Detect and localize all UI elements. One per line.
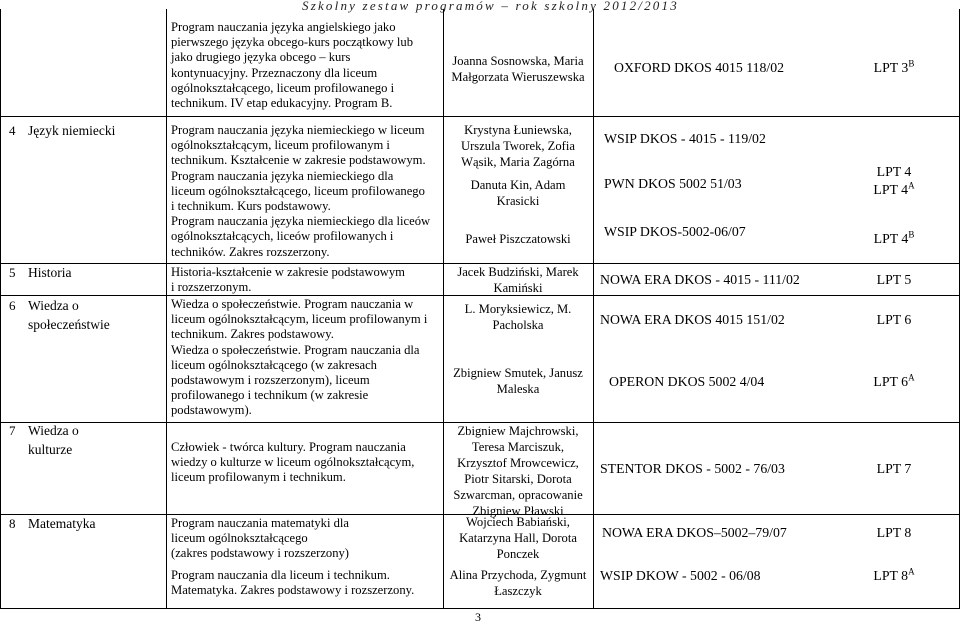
program-text: (zakres podstawowy i rozszerzony)	[171, 546, 349, 561]
publisher-code: WSIP DKOS - 4015 - 119/02	[604, 131, 766, 146]
publisher-code: STENTOR DKOS - 5002 - 76/03	[600, 461, 785, 476]
author-text: Piotr Sitarski, Dorota	[464, 472, 572, 486]
program-text: technikum. Zakres podstawowy.	[171, 327, 334, 342]
author-text: Krzysztof Mrowcewicz,	[457, 456, 579, 470]
author-text: Zbigniew Majchrowski,	[457, 424, 579, 438]
program-text: kontynuacyjny. Przeznaczony dla liceum	[171, 65, 378, 80]
lpt-label: LPT 5	[876, 272, 912, 287]
program-text: liceum profilowanym i technikum.	[171, 470, 346, 485]
row-number: 4	[9, 123, 16, 138]
publisher-code: NOWA ERA DKOS 4015 151/02	[600, 312, 785, 327]
lpt-code	[834, 272, 954, 288]
program-text: liceum ogólnokształcącym, liceum profilowanym i	[171, 312, 428, 327]
column-divider	[443, 9, 444, 609]
lpt-label: LPT 6	[873, 374, 909, 389]
program-text: jako drugiego języka obcego – kurs	[171, 50, 351, 65]
program-text: ogólnokształcących, liceów profilowanych i	[171, 229, 394, 244]
author-text: Zbigniew Smutek, Janusz	[453, 366, 583, 380]
program-text: Wiedza o społeczeństwie. Program nauczania w	[171, 297, 414, 311]
lpt-code	[834, 164, 954, 180]
author-text: Zbigniew Pławski	[472, 504, 564, 518]
lpt-label: LPT 4	[876, 164, 912, 179]
subject-name: Język niemiecki	[28, 123, 116, 138]
lpt-variant: B	[908, 58, 915, 69]
publisher-code: PWN DKOS 5002 51/03	[604, 176, 742, 191]
page-number: 3	[475, 610, 481, 624]
author-text: Joanna Sosnowska, Maria	[452, 54, 584, 68]
lpt-code	[834, 525, 954, 541]
lpt-code	[834, 312, 954, 328]
lpt-label: LPT 8	[873, 568, 909, 583]
author-text: Wojciech Babiański,	[466, 515, 570, 529]
lpt-label: LPT 6	[876, 312, 912, 327]
column-divider	[166, 9, 167, 609]
lpt-label: LPT 7	[876, 461, 912, 476]
row-divider	[0, 263, 960, 264]
publisher-code: OPERON DKOS 5002 4/04	[609, 374, 765, 389]
lpt-code	[834, 374, 954, 390]
author-text: Pacholska	[492, 318, 544, 332]
program-text: Człowiek - twórca kultury. Program nauczania	[171, 440, 406, 454]
author-text: Krystyna Łuniewska,	[464, 123, 572, 137]
lpt-label: LPT 4	[873, 231, 909, 246]
row-divider	[0, 116, 960, 117]
program-text: Program nauczania matematyki dla	[171, 516, 349, 530]
program-text: Wiedza o społeczeństwie. Program nauczania dla	[171, 342, 420, 357]
author-text: Krasicki	[496, 194, 540, 208]
subject-name: społeczeństwie	[28, 317, 110, 332]
author-text: Alina Przychoda, Zygmunt	[449, 568, 587, 582]
program-text: profilowanego i technikum (w zakresie	[171, 388, 369, 403]
program-text: Program nauczania dla liceum i technikum.	[171, 568, 390, 582]
program-text: Program nauczania języka niemieckiego dla liceów	[171, 214, 431, 229]
publisher-code: WSIP DKOW - 5002 - 06/08	[600, 568, 761, 583]
lpt-label: LPT 3	[873, 60, 909, 75]
row-number: 7	[9, 423, 16, 438]
lpt-code	[834, 60, 954, 76]
lpt-code	[834, 461, 954, 477]
publisher-code: NOWA ERA DKOS–5002–79/07	[602, 525, 787, 540]
program-text: i technikum. Kurs podstawowy.	[171, 199, 331, 213]
subject-name: Wiedza o	[28, 423, 79, 438]
author-text: Małgorzata Wieruszewska	[451, 70, 585, 84]
program-text: Program nauczania języka angielskiego jako	[171, 20, 396, 34]
subject-name: Historia	[28, 265, 72, 280]
lpt-code	[834, 231, 954, 247]
table-border-left	[0, 9, 1, 609]
author-text: Wąsik, Maria Zagórna	[461, 155, 575, 169]
column-divider	[593, 9, 594, 609]
program-text: wiedzy o kulturze w liceum ogólnokształcącym,	[171, 455, 415, 470]
program-text: Program nauczania języka niemieckiego dla	[171, 168, 394, 183]
lpt-label: LPT 8	[876, 525, 912, 540]
program-text: ogólnokształcącego, liceum profilowanego i	[171, 80, 395, 95]
author-text: Katarzyna Hall, Dorota	[459, 531, 577, 545]
author-text: Urszula Tworek, Zofia	[461, 139, 575, 153]
row-number: 6	[9, 298, 16, 313]
program-text: podstawowym i rozszerzonym), liceum	[171, 373, 370, 387]
author-text: Łaszczyk	[494, 584, 542, 598]
program-text: techników. Zakres rozszerzony.	[171, 244, 330, 259]
program-text: Historia-kształcenie w zakresie podstawowym	[171, 265, 405, 279]
publisher-code: OXFORD DKOS 4015 118/02	[614, 60, 785, 75]
program-text: technikum. IV etap edukacyjny. Program B.	[171, 96, 393, 110]
row-divider	[0, 422, 960, 423]
publisher-code: WSIP DKOS-5002-06/07	[604, 224, 746, 239]
author-text: Ponczek	[496, 547, 540, 561]
lpt-variant: A	[908, 372, 915, 383]
lpt-variant: A	[908, 180, 915, 191]
subject-name: Wiedza o	[28, 298, 79, 313]
program-text: ogólnokształcącym, liceum profilowanym i	[171, 138, 390, 153]
table-border-bottom	[0, 608, 960, 609]
author-text: Danuta Kin, Adam	[470, 178, 566, 192]
subject-name: Matematyka	[28, 516, 96, 531]
lpt-code	[834, 182, 954, 198]
lpt-code	[834, 568, 954, 584]
lpt-label: LPT 4	[873, 182, 909, 197]
program-text: liceum ogólnokształcącego, liceum profilowanego	[171, 183, 425, 198]
program-text: pierwszego języka obcego-kurs początkowy lub	[171, 35, 413, 50]
publisher-code: NOWA ERA DKOS - 4015 - 111/02	[600, 272, 800, 287]
subject-name: kulturze	[28, 442, 73, 457]
program-text: podstawowym).	[171, 403, 252, 418]
author-text: Maleska	[496, 382, 540, 396]
row-number: 5	[9, 265, 16, 280]
author-text: Szwarcman, opracowanie	[453, 488, 583, 502]
program-text: liceum ogólnokształcącego	[171, 531, 308, 546]
program-text: Matematyka. Zakres podstawowy i rozszerzony.	[171, 583, 415, 598]
lpt-variant: B	[908, 229, 915, 240]
program-text: i rozszerzonym.	[171, 280, 252, 295]
author-text: Jacek Budziński, Marek	[457, 265, 579, 279]
program-text: Program nauczania języka niemieckiego w liceum	[171, 123, 425, 137]
author-text: Teresa Marciszuk,	[471, 440, 565, 454]
author-text: Kamiński	[493, 281, 543, 295]
program-text: liceum ogólnokształcącego (w zakresach	[171, 357, 377, 372]
row-number: 8	[9, 516, 16, 531]
document-header: Szkolny zestaw programów – rok szkolny 2012/2013	[302, 0, 679, 13]
author-text: Paweł Piszczatowski	[465, 232, 571, 246]
author-text: L. Moryksiewicz, M.	[464, 302, 572, 316]
lpt-variant: A	[908, 566, 915, 577]
program-text: technikum. Kształcenie w zakresie podstawowym.	[171, 153, 426, 168]
